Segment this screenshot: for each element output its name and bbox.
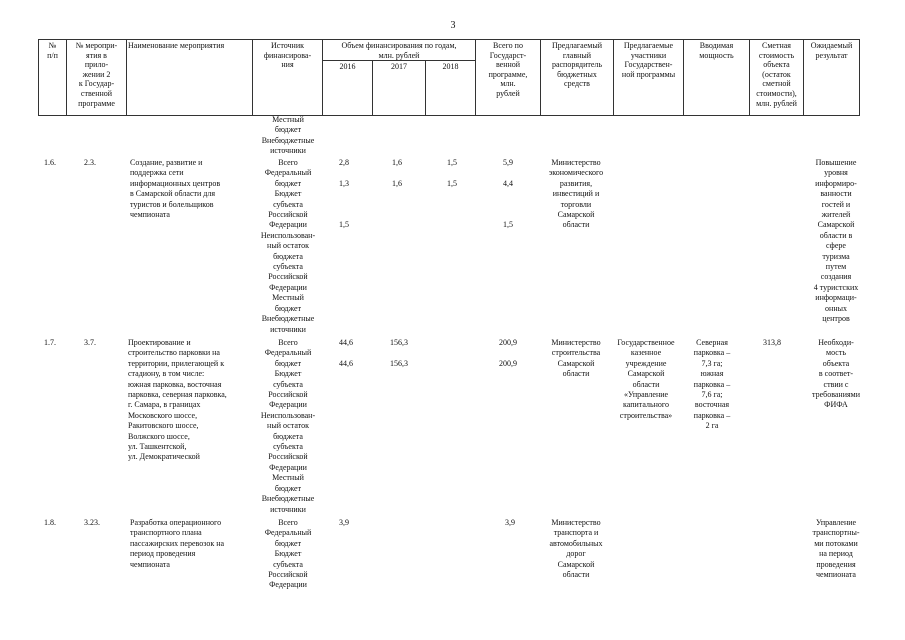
- header-participants: Предлагаемые участники Государствен- ной программы: [614, 40, 684, 116]
- table-header: [38, 39, 860, 116]
- row-sources: Всего Федеральный бюджет Бюджет субъекта Российской Федерации Неиспользован- ный остаток бюджета субъекта Российской Федерации Местный бюджет Внебюджетные источники: [260, 158, 316, 334]
- row-cost: 313,8: [763, 338, 781, 347]
- row-2017: 1,6 1,6: [392, 158, 402, 188]
- row-manager: Министерство строительства Самарской области: [551, 338, 601, 379]
- row-num: 1.6.: [44, 158, 56, 167]
- row-name: Проектирование и строительство парковки на территории, прилегающей к стадиону, в том числе: южная парковка, восточная парковка, северная парковка, г. Самара, в границах Московского шоссе, Ракитовского шоссе, Волжского шоссе, ул. Ташкентской, ул. Демократической: [128, 338, 227, 462]
- row-participants: Государственное казенное учреждение Самарской области «Управление капитального строительства»: [617, 338, 675, 420]
- header-total: Всего по Государст- венной программе, млн. рублей: [476, 40, 541, 116]
- row-manager: Министерство экономического развития, инвестиций и торговли Самарской области: [548, 158, 604, 230]
- row-2018: 1,5 1,5: [447, 158, 457, 188]
- header-num: № п/п: [39, 40, 67, 116]
- header-name: Наименование мероприятия: [127, 40, 253, 116]
- header-volume: Объем финансирования по годам, млн. рублей: [323, 40, 476, 61]
- header-source: Источник финансирова- ния: [253, 40, 323, 116]
- row-sources: Всего Федеральный бюджет Бюджет субъекта Российской Федерации Неиспользован- ный остаток бюджета субъекта Российской Федерации Местный бюджет Внебюджетные источники: [260, 338, 316, 514]
- row-result: Управление транспортны- ми потоками на период проведения чемпионата: [812, 518, 860, 580]
- row-2017: 156,3 156,3: [390, 338, 408, 368]
- row-sources: Всего Федеральный бюджет Бюджет субъекта Российской Федерации: [264, 518, 312, 590]
- row-result: Необходи- мость объекта в соответ- ствии с требованиями ФИФА: [811, 338, 861, 410]
- header-year-2017: 2017: [373, 61, 426, 116]
- carryover-sources: Местный бюджет Внебюджетные источники: [261, 115, 315, 156]
- header-cost: Сметная стоимость объекта (остаток сметной стоимости), млн. рублей: [750, 40, 804, 116]
- header-year-2018: 2018: [426, 61, 476, 116]
- row-total: 200,9 200,9: [499, 338, 517, 368]
- row-event-num: 3.7.: [84, 338, 96, 347]
- row-2016: 44,6 44,6: [339, 338, 353, 368]
- row-result: Повышение уровня информиро- ванности гостей и жителей Самарской области в сфере туризма путем создания 4 туристских информаци- онных центров: [813, 158, 859, 324]
- row-event-num: 2.3.: [84, 158, 96, 167]
- page-number: 3: [450, 20, 456, 31]
- row-event-num: 3.23.: [84, 518, 100, 527]
- header-manager: Предлагаемый главный распорядитель бюджетных средств: [541, 40, 614, 116]
- row-manager: Министерство транспорта и автомобильных дорог Самарской области: [549, 518, 603, 580]
- row-total: 5,9 4,4 1,5: [503, 158, 513, 230]
- row-num: 1.7.: [44, 338, 56, 347]
- row-2016: 3,9: [339, 518, 349, 527]
- row-2016: 2,8 1,3 1,5: [339, 158, 349, 230]
- row-total: 3,9: [505, 518, 515, 527]
- row-capacity: Северная парковка – 7,3 га; южная парковка – 7,6 га; восточная парковка – 2 га: [693, 338, 731, 431]
- header-capacity: Вводимая мощность: [684, 40, 750, 116]
- header-year-2016: 2016: [323, 61, 373, 116]
- header-event-num: № меропри- ятия в прило- жении 2 к Государ- ственной программе: [67, 40, 127, 116]
- header-result: Ожидаемый результат: [804, 40, 860, 116]
- row-name: Создание, развитие и поддержка сети информационных центров в Самарской области для туристов и болельщиков чемпионата: [130, 158, 221, 220]
- row-name: Разработка операционного транспортного плана пассажирских перевозок на период проведения чемпионата: [130, 518, 225, 569]
- row-num: 1.8.: [44, 518, 56, 527]
